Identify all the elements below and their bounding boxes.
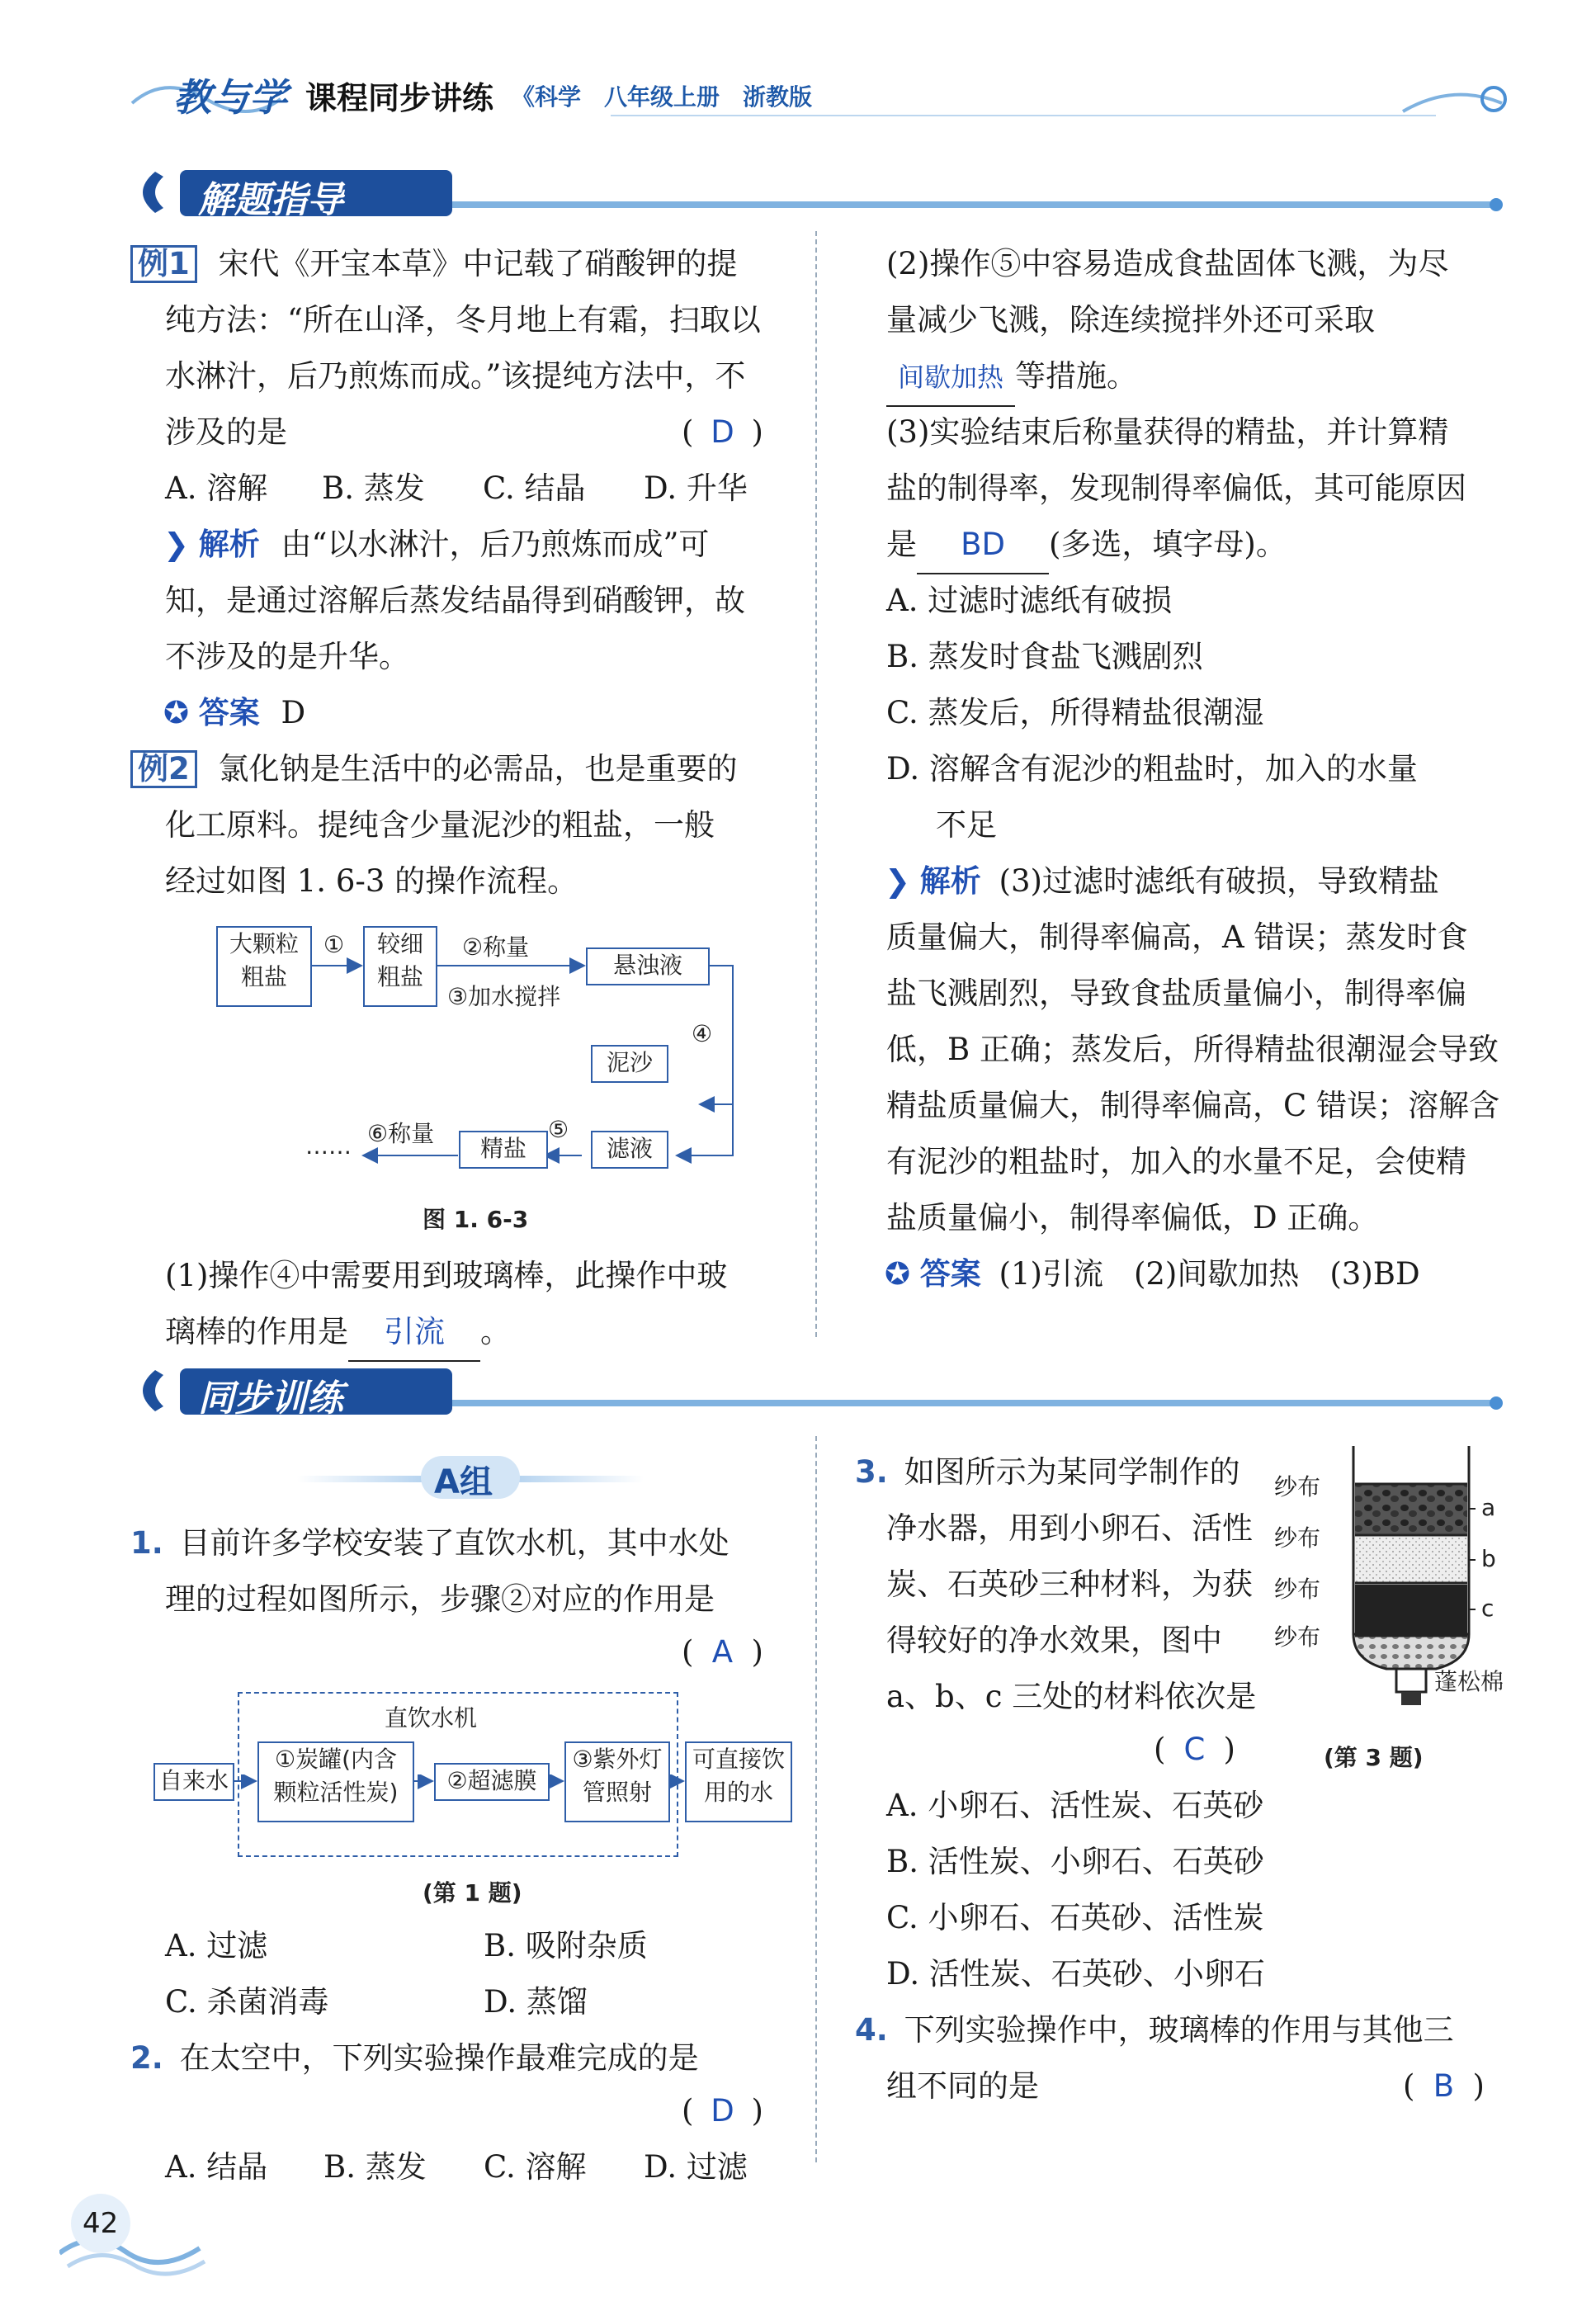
example2-q1-line-0: (1)操作④中需要用到玻璃棒，此操作中玻 [165, 1258, 728, 1293]
example1-analysis-line-0: ❯ 解析 由“以水淋汁，后乃煎炼而成”可 [163, 527, 710, 562]
flow-step-2: ②称量 [462, 933, 530, 961]
analysis-icon: ❯ [163, 527, 190, 562]
q3-option-c: C. 小卵石、石英砂、活性炭 [886, 1900, 1264, 1935]
example1-option-c: C. 结晶 [483, 470, 586, 506]
example2-analysis-line-1: 质量偏大，制得率偏高，A 错误；蒸发时食 [886, 919, 1468, 955]
q3-line-2: 炭、石英砂三种材料，为获 [886, 1566, 1253, 1602]
flow-box-refined-salt: 精盐 [459, 1131, 548, 1169]
flow-step-4: ④ [692, 1020, 713, 1047]
q3-gauze-4: 纱布 [1274, 1623, 1321, 1651]
flow-box-sand: 泥沙 [591, 1045, 668, 1083]
example1-line-0: 例1 宋代《开宝本草》中记载了硝酸钾的提 [130, 236, 738, 292]
q3-line-4: a、b、c 三处的材料依次是 [886, 1679, 1257, 1714]
flow-box-filtrate: 滤液 [591, 1131, 668, 1169]
q3-option-d: D. 活性炭、石英砂、小卵石 [886, 1956, 1265, 1992]
flow-box-suspension: 悬浊液 [586, 947, 710, 985]
group-a-label: A组 [434, 1463, 493, 1501]
example2-answer: ✪ 答案 (1)引流 (2)间歇加热 (3)BD [885, 1256, 1420, 1292]
q3-label-a: a [1481, 1494, 1496, 1521]
example2-analysis-line-5: 有泥沙的粗盐时，加入的水量不足，会使精 [886, 1144, 1466, 1179]
q3-gauze-2: 纱布 [1274, 1524, 1321, 1552]
q2-answer-choice: ( D ) [682, 2093, 763, 2129]
carbon-tank-box: ①炭罐(内含 颗粒活性炭) [257, 1741, 414, 1822]
q3-line-1: 净水器，用到小卵石、活性 [886, 1510, 1253, 1546]
q3-answer-blank: BD [917, 517, 1049, 574]
q3-label-c: c [1481, 1595, 1494, 1622]
example2-analysis-line-6: 盐质量偏小，制得率偏低，D 正确。 [886, 1200, 1379, 1236]
flow-step-1: ① [323, 931, 345, 958]
q3-gauze-1: 纱布 [1274, 1473, 1321, 1500]
q3-label-b: b [1481, 1545, 1496, 1572]
example2-q2-line-1: 量减少飞溅，除连续搅拌外还可采取 [886, 302, 1375, 338]
flow-caption: 图 1. 6-3 [423, 1206, 529, 1233]
answer-label: 答案 [919, 1256, 981, 1292]
q3-answer-choice: ( C ) [1154, 1732, 1235, 1767]
example1-option-d: D. 升华 [644, 470, 748, 506]
page-number: 42 [83, 2207, 119, 2240]
example1-line-2: 水淋汁，后乃煎炼而成。”该提纯方法中，不 [165, 358, 746, 394]
analysis-label: 解析 [919, 863, 981, 899]
q1-line-0: 1. 目前许多学校安装了直饮水机，其中水处 [130, 1525, 730, 1561]
flow-box-coarse-salt: 大颗粒 粗盐 [216, 926, 312, 1007]
example2-q3-line-0: (3)实验结束后称量获得的精盐，并计算精 [886, 414, 1449, 450]
q3-number: 3. [855, 1454, 888, 1490]
example2-analysis-line-2: 盐飞溅剧烈，导致食盐质量偏小，制得率偏 [886, 976, 1466, 1011]
ultrafilter-box: ②超滤膜 [434, 1763, 550, 1801]
header-title: 课程同步讲练 [305, 80, 494, 116]
section-practice-title: 同步训练 [198, 1377, 343, 1420]
example2-q3-option-c: C. 蒸发后，所得精盐很潮湿 [886, 695, 1264, 730]
q2-answer-blank: 间歇加热 [886, 349, 1015, 407]
q3-option-b: B. 活性炭、小卵石、石英砂 [886, 1844, 1264, 1879]
q2-option-b: B. 蒸发 [323, 2149, 427, 2185]
analysis-label: 解析 [198, 527, 260, 562]
example2-analysis-line-3: 低，B 正确；蒸发后，所得精盐很潮湿会导致 [886, 1032, 1499, 1067]
q3-option-a: A. 小卵石、活性炭、石英砂 [886, 1788, 1264, 1823]
q4-answer-choice: ( B ) [1403, 2068, 1485, 2104]
example2-line-1: 化工原料。提纯含少量泥沙的粗盐，一般 [165, 807, 715, 843]
q2-option-d: D. 过滤 [644, 2149, 748, 2185]
example1-answer: ✪ 答案 D [163, 695, 306, 730]
example1-analysis-line-2: 不涉及的是升华。 [165, 639, 409, 674]
example2-label: 例2 [130, 750, 197, 788]
column-divider-2 [815, 1436, 817, 2162]
example2-q3-option-d: D. 溶解含有泥沙的粗盐时，加入的水量 [886, 751, 1418, 787]
example2-q3-option-b: B. 蒸发时食盐飞溅剧烈 [886, 639, 1203, 674]
example1-option-b: B. 蒸发 [322, 470, 425, 506]
example2-line-0: 例2 氯化钠是生活中的必需品，也是重要的 [130, 741, 738, 797]
star-icon: ✪ [885, 1256, 911, 1292]
q4-number: 4. [855, 2012, 888, 2048]
example2-analysis-line-4: 精盐质量偏大，制得率偏高，C 错误；溶解含 [886, 1088, 1500, 1123]
example1-answer-choice: ( D ) [682, 414, 763, 450]
q1-answer-blank: 引流 [348, 1304, 480, 1362]
header-logo: 教与学 [173, 75, 287, 120]
group-a-banner [297, 1453, 644, 1502]
flow-step-6: ⑥称量 [367, 1120, 435, 1147]
q1-option-d: D. 蒸馏 [484, 1984, 588, 2020]
column-divider [815, 231, 817, 1337]
drinkable-water-box: 可直接饮 用的水 [685, 1741, 792, 1822]
section-guide-title: 解题指导 [198, 179, 343, 221]
page-header [124, 66, 1510, 124]
q3-caption: (第 3 题) [1324, 1744, 1424, 1771]
flow-step-3: ③加水搅拌 [447, 983, 561, 1010]
example2-analysis-line-0: ❯ 解析 (3)过滤时滤纸有破损，导致精盐 [885, 863, 1439, 899]
example2-q1-line-1: 璃棒的作用是 引流 。 [165, 1304, 511, 1362]
example2-q2-line-2: 间歇加热 等措施。 [886, 348, 1137, 407]
page-number-badge [59, 2187, 208, 2278]
example2-q3-option-a: A. 过滤时滤纸有破损 [886, 583, 1173, 618]
q3-line-3: 得较好的净水效果，图中 [886, 1623, 1222, 1658]
q2-line-0: 2. 在太空中，下列实验操作最难完成的是 [130, 2040, 699, 2076]
example1-option-a: A. 溶解 [165, 470, 268, 506]
example2-line-2: 经过如图 1. 6-3 的操作流程。 [165, 863, 578, 899]
example1-analysis-line-1: 知，是通过溶解后蒸发结晶得到硝酸钾，故 [165, 583, 745, 618]
q1-number: 1. [130, 1525, 163, 1561]
q4-line-0: 4. 下列实验操作中，玻璃棒的作用与其他三 [855, 2012, 1454, 2048]
q2-option-c: C. 溶解 [484, 2149, 587, 2185]
example1-line-3: 涉及的是 [165, 414, 287, 450]
wave-decoration [59, 2187, 208, 2278]
example1-line-1: 纯方法：“所在山泽，冬月地上有霜，扫取以 [165, 302, 761, 338]
example2-q3-line-2: 是 BD (多选，填字母)。 [886, 517, 1287, 574]
answer-label: 答案 [198, 695, 260, 730]
analysis-icon: ❯ [885, 863, 911, 899]
example2-q3-line-1: 盐的制得率，发现制得率偏低，其可能原因 [886, 470, 1466, 506]
water-machine-arrows [231, 1774, 693, 1791]
q3-gauze-3: 纱布 [1274, 1576, 1321, 1603]
flow-step-5: ⑤ [548, 1116, 569, 1143]
q1-option-b: B. 吸附杂质 [484, 1928, 648, 1963]
q1-line-1: 理的过程如图所示，步骤②对应的作用是 [165, 1581, 715, 1617]
flow-dots: …… [305, 1132, 352, 1160]
q1-caption: (第 1 题) [423, 1879, 522, 1907]
example2-q3-option-d-cont: 不足 [936, 807, 997, 843]
q1-option-c: C. 杀菌消毒 [165, 1984, 329, 2020]
section-guide-banner [130, 165, 1509, 220]
q2-number: 2. [130, 2040, 163, 2076]
q3-cotton-label: 蓬松棉 [1434, 1668, 1504, 1695]
q1-option-a: A. 过滤 [165, 1928, 268, 1963]
example2-q2-line-0: (2)操作⑤中容易造成食盐固体飞溅，为尽 [886, 246, 1449, 281]
header-subtitle: 《科学 八年级上册 浙教版 [512, 83, 813, 111]
q3-line-0: 3. 如图所示为某同学制作的 [855, 1454, 1240, 1490]
q2-option-a: A. 结晶 [165, 2149, 268, 2185]
water-machine-label: 直饮水机 [385, 1704, 478, 1732]
q4-line-1: 组不同的是 [886, 2068, 1039, 2104]
flow-box-fine-salt: 较细 粗盐 [363, 926, 437, 1007]
section-practice-banner [130, 1363, 1509, 1418]
tap-water-box: 自来水 [153, 1763, 234, 1801]
q1-answer-choice: ( A ) [682, 1634, 763, 1670]
uv-lamp-box: ③紫外灯 管照射 [564, 1741, 670, 1822]
example1-label: 例1 [130, 245, 197, 283]
star-icon: ✪ [163, 695, 190, 730]
